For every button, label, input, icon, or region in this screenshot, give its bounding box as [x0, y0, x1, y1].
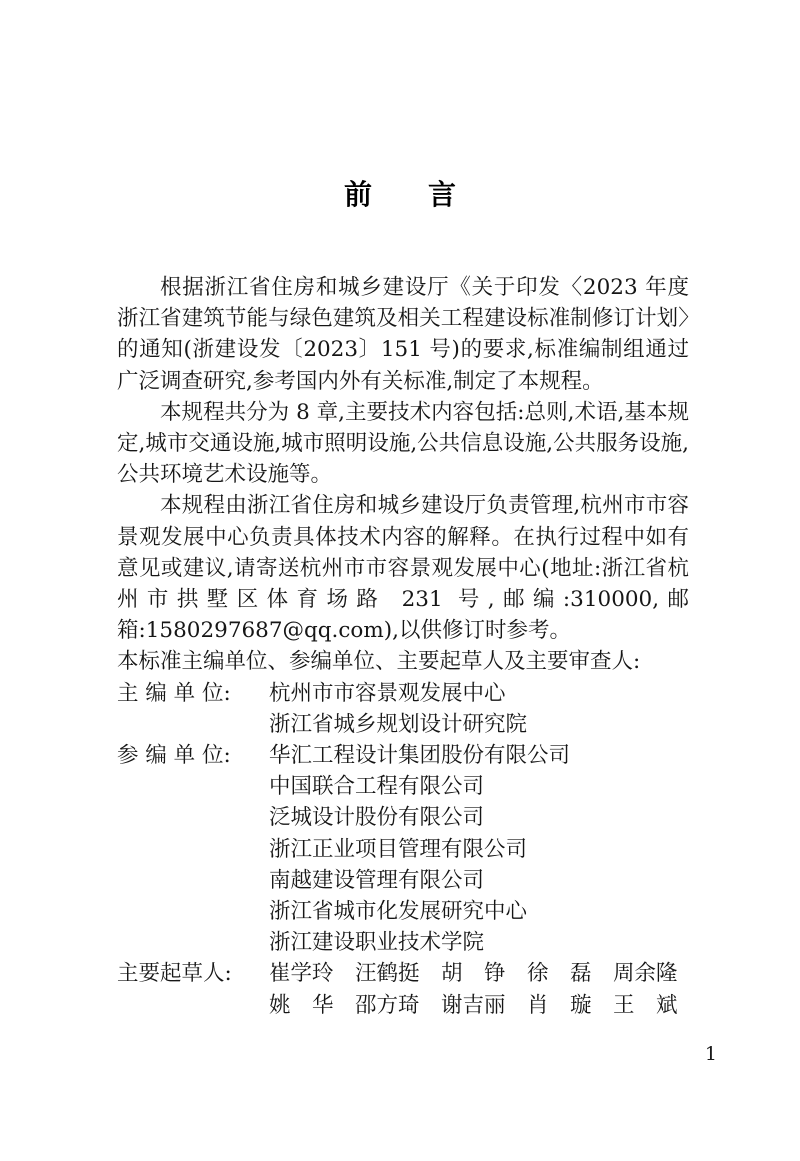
- chief-editor-item: 杭州市市容景观发展中心: [269, 680, 506, 706]
- chief-editor-item: 浙江省城乡规划设计研究院: [269, 711, 528, 737]
- preface-body: [117, 272, 689, 1021]
- participating-unit-row: [117, 740, 689, 771]
- page-title: 前 言: [343, 178, 456, 211]
- chief-editor-row: [117, 678, 689, 709]
- participating-unit-row: [117, 927, 689, 958]
- participating-unit-item: 中国联合工程有限公司: [269, 774, 485, 800]
- credits-intro: 本标准主编单位、参编单位、主要起草人及主要审查人:: [117, 649, 641, 675]
- chief-editor-row: [117, 709, 689, 740]
- participating-unit-item: 浙江省城市化发展研究中心: [269, 899, 528, 925]
- page-number: 1: [704, 1043, 717, 1065]
- main-drafters-row: [117, 958, 689, 989]
- paragraph-3: 本规程由浙江省住房和城乡建设厅负责管理,杭州市市容景观发展中心负责具体技术内容的解释。在执行过程中如有意见或建议,请寄送杭州市市容景观发展中心(地址:浙江省杭州市拱墅区体育场路 231 号,邮编:310000,邮箱:1580297687@qq.com),以供修订时参考。: [117, 493, 689, 644]
- participating-unit-item: 南越建设管理有限公司: [269, 867, 485, 893]
- main-drafters-label: 主要起草人:: [117, 961, 232, 987]
- participating-unit-row: [117, 771, 689, 802]
- paragraph-1: 根据浙江省住房和城乡建设厅《关于印发〈2023 年度浙江省建筑节能与绿色建筑及相关工程建设标准制修订计划〉的通知(浙建设发〔2023〕151 号)的要求,标准编制组通过广泛调查研究,参考国内外有关标准,制定了本规程。: [117, 275, 689, 394]
- participating-unit-item: 浙江正业项目管理有限公司: [269, 836, 528, 862]
- chief-editor-label: 主 编 单 位:: [117, 680, 231, 706]
- participating-unit-row: [117, 865, 689, 896]
- paragraph-2: 本规程共分为 8 章,主要技术内容包括:总则,术语,基本规定,城市交通设施,城市照明设施,公共信息设施,公共服务设施,公共环境艺术设施等。: [117, 399, 689, 488]
- participating-unit-row: [117, 834, 689, 865]
- participating-unit-row: [117, 896, 689, 927]
- participating-unit-row: [117, 802, 689, 833]
- participating-unit-item: 泛城设计股份有限公司: [269, 805, 485, 831]
- main-drafters-row: [117, 990, 689, 1021]
- participating-unit-item: 浙江建设职业技术学院: [269, 930, 485, 956]
- participating-units-label: 参 编 单 位:: [117, 743, 231, 769]
- participating-unit-item: 华汇工程设计集团股份有限公司: [269, 743, 571, 769]
- main-drafters-item: 姚 华 邵方琦 谢吉丽 肖 璇 王 斌: [269, 992, 678, 1018]
- main-drafters-item: 崔学玲 汪鹤挺 胡 铮 徐 磊 周余隆: [269, 961, 678, 987]
